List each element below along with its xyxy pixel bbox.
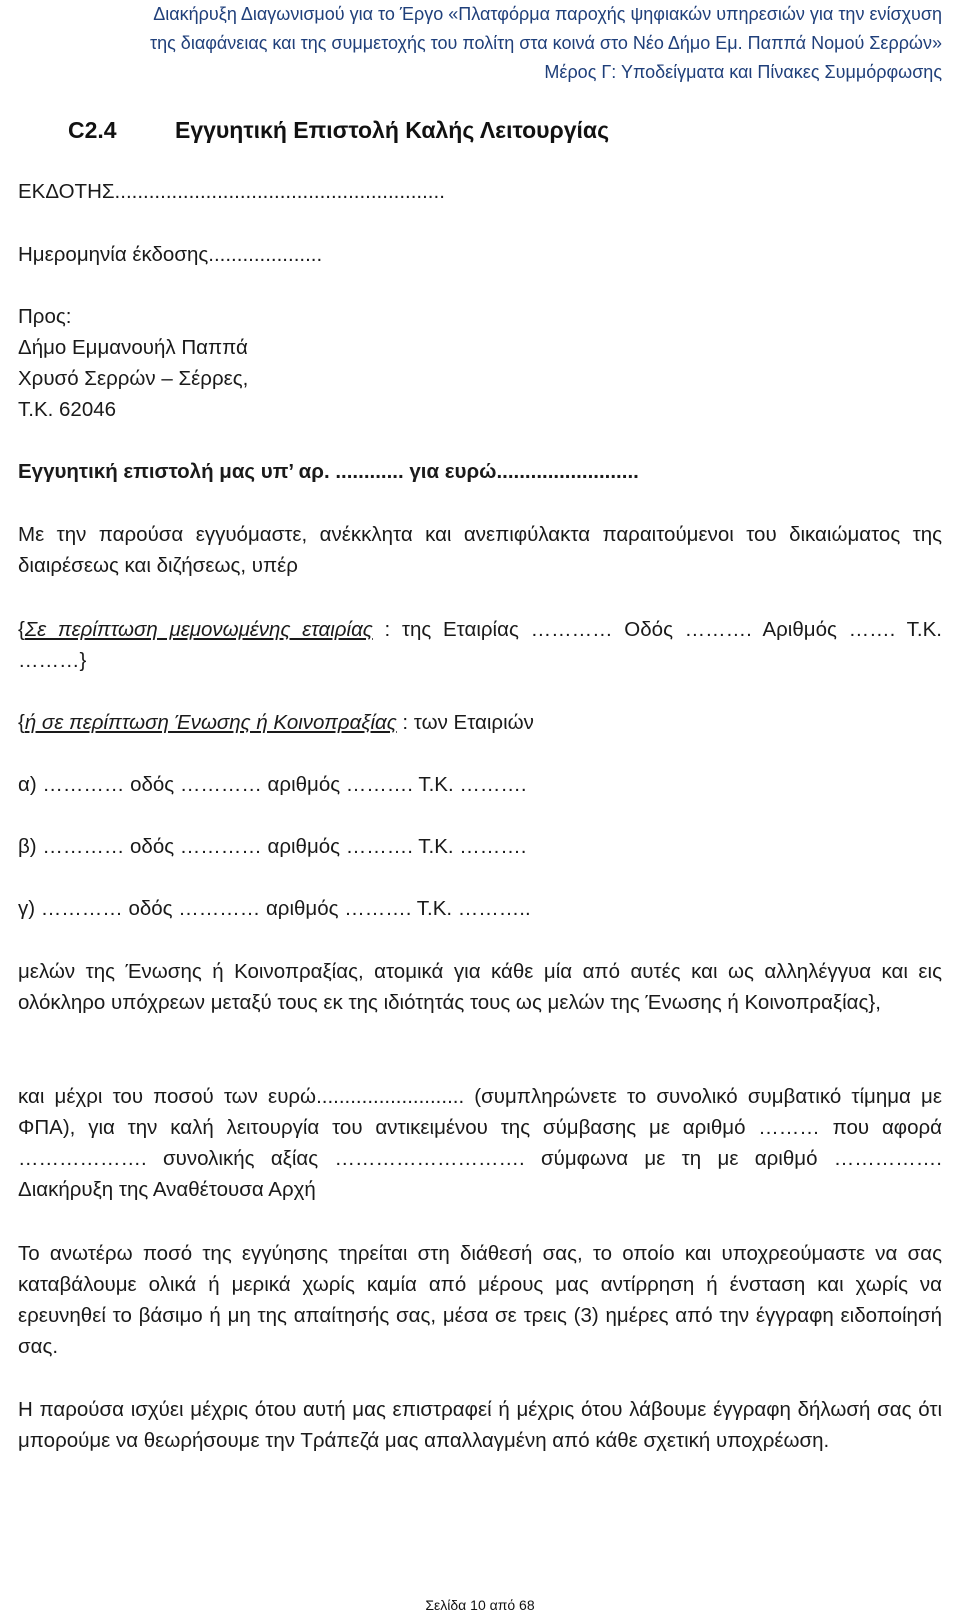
- members-clause: μελών της Ένωσης ή Κοινοπραξίας, ατομικά για κάθε μία από αυτές και ως αλληλέγγυα και εις ολόκληρο υπόχρεων μεταξύ τους εκ της ιδιότητάς τους ως μελών της Ένωσης ή Κοινοπραξίας},: [18, 960, 942, 1014]
- joint-venture-details: : των Εταιριών: [396, 711, 534, 734]
- amount-clause: και μέχρι του ποσού των ευρώ.......................... (συμπληρώνετε το συνολικό συμβατικό τίμημα με ΦΠΑ), για την καλή λειτουργία του αντικειμένου της σύμβασης με αριθμό ……… που αφορά ………………. συνολικής αξίας ………………………. σύμφωνα με τη με αριθμό ……………. Διακήρυξη της Αναθέτουσα Αρχή: [18, 1085, 942, 1201]
- member-line-b: β) ………… οδός ………… αριθμός ………. Τ.Κ. ……….: [18, 835, 527, 858]
- section-title: Εγγυητική Επιστολή Καλής Λειτουργίας: [175, 117, 610, 143]
- brace-open: {: [18, 618, 25, 641]
- single-company-paragraph: [18, 614, 942, 676]
- retention-clause: Το ανωτέρω ποσό της εγγύησης τηρείται στη διάθεσή σας, το οποίο και υποχρεούμαστε να σας καταβάλουμε ολικά ή μερικά χωρίς καμία από μέρους μας αντίρρηση ή ένσταση και χωρίς να ερευνηθεί το βάσιμο ή μη της απαίτησής σας, μέσα σε τρεις (3) ημέρες από την έγγραφη ειδοποίησή σας.: [18, 1242, 942, 1358]
- joint-venture-label: ή σε περίπτωση Ένωσης ή Κοινοπραξίας: [24, 711, 397, 734]
- header-line-2: της διαφάνειας και της συμμετοχής του πολίτη στα κοινά στο Νέο Δήμο Εμ. Παππά Νομού Σερρών»: [150, 33, 942, 53]
- section-heading: [68, 114, 609, 146]
- recipient-line-3: Τ.Κ. 62046: [18, 398, 117, 421]
- issuer-line: ΕΚΔΟΤΗΣ..........................................................: [18, 180, 445, 203]
- single-company-label: Σε περίπτωση μεμονωμένης εταιρίας: [24, 618, 373, 641]
- joint-venture-paragraph: [18, 707, 942, 738]
- intro-paragraph: Με την παρούσα εγγυόμαστε, ανέκκλητα και ανεπιφύλακτα παραιτούμενοι του δικαιώματος της διαιρέσεως και διζήσεως, υπέρ: [18, 523, 942, 577]
- validity-clause: Η παρούσα ισχύει μέχρις ότου αυτή μας επιστραφεί ή μέχρις ότου λάβουμε έγγραφη δήλωσή σας ότι μπορούμε να θεωρήσουμε την Τράπεζά μας απαλλαγμένη από κάθε σχετική υποχρέωση.: [18, 1398, 942, 1452]
- member-line-a: α) ………… οδός ………… αριθμός ………. Τ.Κ. ……….: [18, 773, 527, 796]
- recipient-block: [18, 301, 942, 425]
- recipient-line-2: Χρυσό Σερρών – Σέρρες,: [18, 367, 249, 390]
- header-line-1: Διακήρυξη Διαγωνισμού για το Έργο «Πλατφόρμα παροχής ψηφιακών υπηρεσιών για την ενίσχυση: [153, 4, 942, 24]
- document-header: [22, 0, 942, 87]
- issue-date-line: Ημερομηνία έκδοσης....................: [18, 243, 323, 266]
- single-company-details: : της Εταιρίας ………… Οδός ………. Αριθμός ……. Τ.Κ. ………}: [18, 618, 942, 672]
- recipient-label: Προς:: [18, 305, 72, 328]
- guarantee-reference: Εγγυητική επιστολή μας υπ’ αρ. ............ για ευρώ.........................: [18, 460, 639, 483]
- page-number: Σελίδα 10 από 68: [425, 1597, 535, 1613]
- member-line-c: γ) ………… οδός ………… αριθμός ………. Τ.Κ. ………..: [18, 897, 531, 920]
- brace-open: {: [18, 711, 25, 734]
- header-line-3: Μέρος Γ: Υποδείγματα και Πίνακες Συμμόρφωσης: [544, 62, 942, 82]
- recipient-line-1: Δήμο Εμμανουήλ Παππά: [18, 336, 248, 359]
- section-number: C2.4: [68, 117, 117, 143]
